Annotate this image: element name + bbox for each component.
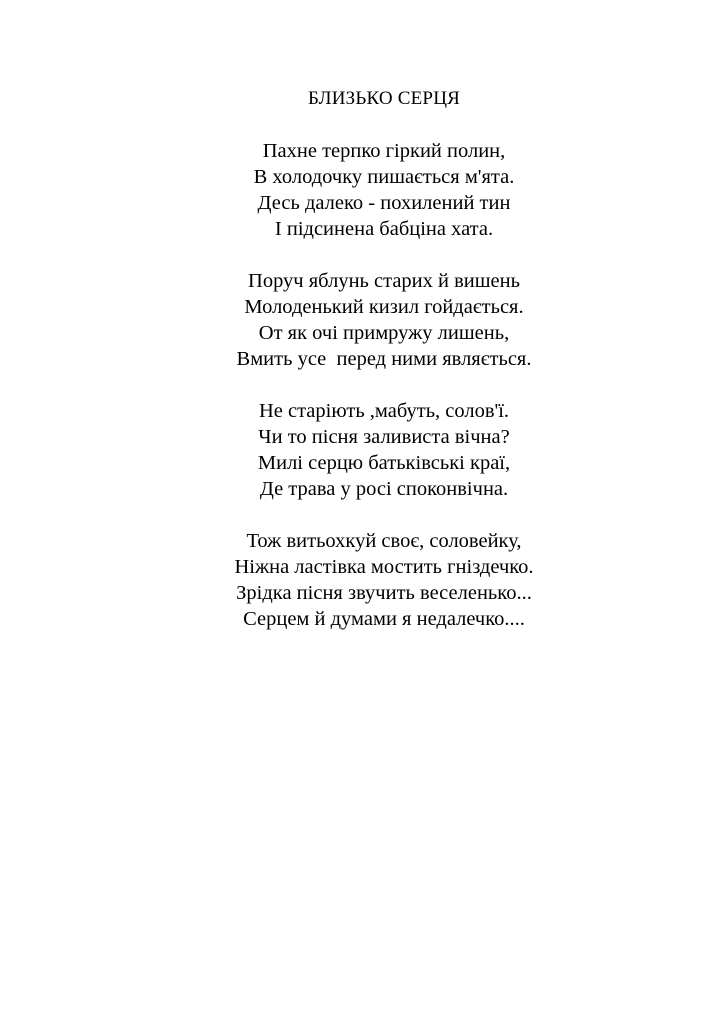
poem-line: От як очі примружу лишень, bbox=[258, 322, 510, 344]
stanza-1 bbox=[0, 138, 724, 242]
poem bbox=[0, 86, 724, 658]
poem-line: Вмить усе перед ними являється. bbox=[236, 348, 532, 370]
poem-line: Ніжна ластівка мостить гніздечко. bbox=[234, 556, 534, 578]
poem-line: Поруч яблунь старих й вишень bbox=[248, 270, 520, 292]
poem-line: Тож витьохкуй своє, соловейку, bbox=[246, 530, 522, 552]
poem-line: Серцем й думами я недалечко.... bbox=[243, 608, 525, 630]
stanza-4 bbox=[0, 528, 724, 632]
poem-line: Десь далеко - похилений тин bbox=[257, 192, 511, 214]
poem-line: І підсинена бабціна хата. bbox=[274, 218, 494, 240]
poem-line: Не старіють ,мабуть, солов'ї. bbox=[258, 400, 510, 422]
poem-line: Молоденький кизил гойдається. bbox=[244, 296, 524, 318]
stanza-2 bbox=[0, 268, 724, 372]
stanza-3 bbox=[0, 398, 724, 502]
poem-line: Зрідка пісня звучить веселенько... bbox=[236, 582, 532, 604]
poem-line: Чи то пісня заливиста вічна? bbox=[258, 426, 510, 448]
poem-line: Де трава у росі споконвічна. bbox=[259, 478, 509, 500]
poem-title: БЛИЗЬКО СЕРЦЯ bbox=[308, 88, 460, 109]
poem-line: Милі серцю батьківські краї, bbox=[257, 452, 511, 474]
poem-line: Пахне терпко гіркий полин, bbox=[262, 140, 506, 162]
poem-line: В холодочку пишається м'ята. bbox=[253, 166, 515, 188]
